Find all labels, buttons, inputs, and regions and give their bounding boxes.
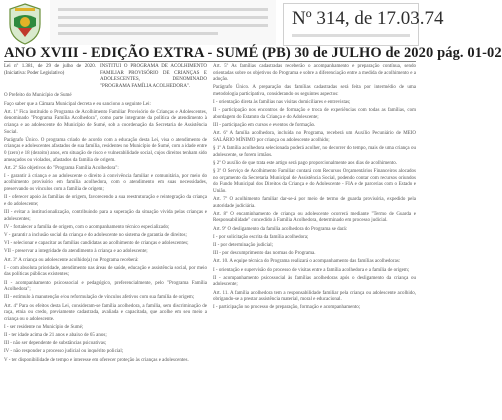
masthead-banner	[50, 0, 276, 45]
right-paragraphs	[213, 64, 416, 312]
paragraph: I - participação no processo de preparação, formação e acompanhamento;	[213, 305, 361, 311]
header-divider	[4, 61, 416, 62]
paragraph: II - oferecer apoio às famílias de origem, favorecendo a sua reestruturação e reintegração da criança e do adolescente;	[4, 195, 207, 207]
paragraph: VII - preservar a integridade do atendimento à criança e ao adolescente;	[4, 249, 148, 255]
paragraph: V - garantir a inclusão social da criança e do adolescente no sistema de garantia de direitos;	[4, 233, 187, 238]
municipal-coat-of-arms-logo	[6, 2, 44, 46]
issue-box-underline	[292, 34, 410, 37]
paragraph: § 2º O auxílio de que trata este artigo será pago proporcionalmente aos dias de acolhimento.	[213, 160, 397, 166]
paragraph: II - por determinação judicial;	[213, 242, 273, 248]
paragraph: I - orientação e supervisão do processo de visitas entre a família acolhedora e a família de origem;	[213, 267, 410, 273]
paragraph: II - ter idade acima de 21 anos e abaixo de 65 anos;	[4, 333, 107, 339]
paragraph: Parágrafo Único. O programa criado de acordo com a educação desta Lei, visa o atendimento de crianças e adolescentes afastados de sua família, residentes no Município de Sumé, com a idade entre 0 (zero) e 18 (dezoito) anos, em situação de risco e vulnerabilidade social, cujos direitos tenham sido ameaçados ou violados, afastados da família de origem.	[4, 137, 207, 163]
right-column	[213, 64, 416, 420]
law-summary: INSTITUI O PROGRAMA DE ACOLHIMENTO FAMILIAR PROVISÓRIO DE CRIANÇAS E ADOLESCENTES, DENOMINADO "PROGRAMA FAMÍLIA ACOLHEDORA".	[100, 64, 207, 89]
paragraph: Art. 3º A criança ou adolescente acolhido(a) no Programa receberá:	[4, 257, 139, 263]
paragraph: Art. 8º O encaminhamento de criança ou adolescente ocorrerá mediante "Termo de Guarda e Responsabilidade" concedido à Família Acolhedora, determinado em processo judicial.	[213, 211, 416, 224]
paragraph: I - ser residente no Município de Sumé;	[4, 324, 84, 330]
paragraph: Faço saber que a Câmara Municipal decreta e eu sanciono a seguinte Lei:	[4, 101, 151, 107]
paragraph: IV - fortalecer a família de origem, com o acompanhamento técnico especializado;	[4, 224, 170, 230]
lei-heading: Lei nº 1.381, de 29 de julho de 2020. (Iniciativa: Poder Legislativo)	[4, 64, 96, 76]
paragraph: Art. 2º São objetivos do "Programa Família Acolhedora":	[4, 165, 119, 171]
paragraph: V - ter disponibilidade de tempo e interesse em oferecer proteção às crianças e adolescentes.	[4, 357, 189, 363]
paragraph: O Prefeito do Município de Sumé	[4, 93, 72, 99]
paragraph: Art. 9º O desligamento da família acolhedora do Programa se dará:	[213, 226, 348, 232]
paragraph: Art. 11. A família acolhedora tem a responsabilidade familiar pela criança ou adolescente acolhido, obrigando-se a prestar assistência material, moral e educacional.	[213, 290, 416, 303]
paragraph: I - garantir à criança e ao adolescente o direito à convivência familiar e comunitária, por meio do acolhimento provisório em família acolhedora, com o atendimento em suas necessidades, preservando os vínculos com a família de origem;	[4, 173, 207, 193]
paragraph: II - acompanhamento psicossocial às famílias acolhedoras após o desligamento da criança ou adolescente;	[213, 275, 416, 288]
paragraph: I - com absoluta prioridade, atendimento nas áreas de saúde, educação e assistência social, por meio das políticas públicas existentes;	[4, 265, 207, 278]
issue-number: Nº 314, de 17.03.74	[292, 8, 444, 29]
paragraph: III - participação em cursos e eventos de formação.	[213, 123, 316, 129]
paragraph: Art. 1º Fica instituído o Programa de Acolhimento Familiar Provisório de Crianças e Adolescentes, denominado "Programa Família Acolhedora", como parte integrante da política de atendimento à criança e ao adolescente do Município de Sumé, sob a coordenação da Secretaria de Assistência Social.	[4, 109, 207, 135]
paragraph: II - acompanhamento psicossocial e pedagógico, preferencialmente, pelo "Programa Família Acolhedora";	[4, 280, 207, 293]
paragraph: III - por descumprimento das normas do Programa.	[213, 251, 316, 257]
paragraph: § 3º O Serviço de Acolhimento Familiar contará com Recursos Orçamentários Financeiros alocados no orçamento da Secretaria Municipal de Assistência Social, podendo contar com recursos oriundos do Fundo Municipal dos Direitos da Criança e do Adolescente - FIA e de parcerias com o Estado e União.	[213, 169, 416, 194]
paragraph: III - estímulo à manutenção e/ou reformulação de vínculos afetivos com sua família de origem;	[4, 295, 195, 301]
paragraph: III - não ser dependente de substâncias psicoativas;	[4, 341, 107, 347]
paragraph: IV - não responder a processo judicial ou inquérito policial;	[4, 349, 124, 355]
paragraph: Art. 10. A equipe técnica do Programa realizará o acompanhamento das famílias acolhedoras:	[213, 259, 401, 265]
paragraph: Parágrafo Único. A preparação das famílias cadastradas será feita por intermédio de uma metodologia participativa, considerando os seguintes aspectos:	[213, 85, 416, 97]
paragraph: § 1º A família acolhedora selecionada poderá acolher, no decorrer do tempo, mais de uma criança ou adolescente, se forem irmãos.	[213, 146, 416, 158]
paragraph: Art. 5º As famílias cadastradas receberão o acompanhamento e preparação contínua, sendo orientadas sobre os objetivos do Programa e sobre a diferenciação entre a medida de acolhimento e a adoção.	[213, 64, 416, 83]
left-column	[4, 64, 207, 420]
paragraph: II - participação nos encontros de formação e troca de experiências com todas as famílias, com abordagem do Estatuto da Criança e do Adolescente;	[213, 108, 416, 120]
paragraph: Art. 7º O acolhimento familiar dar-se-á por meio de termo de guarda provisória, expedido pela autoridade judiciária.	[213, 197, 416, 209]
paragraph: Art. 6º A família acolhedora, incluída no Programa, receberá um Auxílio Pecuniário de MEIO SALÁRIO MÍNIMO por criança ou adolescente acolhido;	[213, 131, 416, 143]
paragraph: III - evitar a institucionalização, contribuindo para a superação da situação vivida pelas crianças e adolescentes;	[4, 210, 207, 222]
left-paragraphs	[4, 93, 207, 364]
paragraph: I - por solicitação escrita da família acolhedora;	[213, 234, 309, 240]
paragraph: I - orientação direta às famílias nas visitas domiciliares e entrevistas;	[213, 100, 351, 106]
paragraph: VI - selecionar e capacitar as famílias candidatas ao acolhimento de crianças e adolescentes;	[4, 241, 189, 247]
edition-line: ANO XVIII - EDIÇÃO EXTRA - SUMÉ (PB) 30 de JULHO de 2020 pág. 01-02	[4, 45, 502, 61]
paragraph: Art. 4º Para os efeitos desta Lei, consideram-se família acolhedora, a família, sem discriminação de raça, etnia ou credo, previamente cadastrada, avaliada e capacitada, que acolhe em seu meio a criança ou o adolescente.	[4, 303, 207, 322]
